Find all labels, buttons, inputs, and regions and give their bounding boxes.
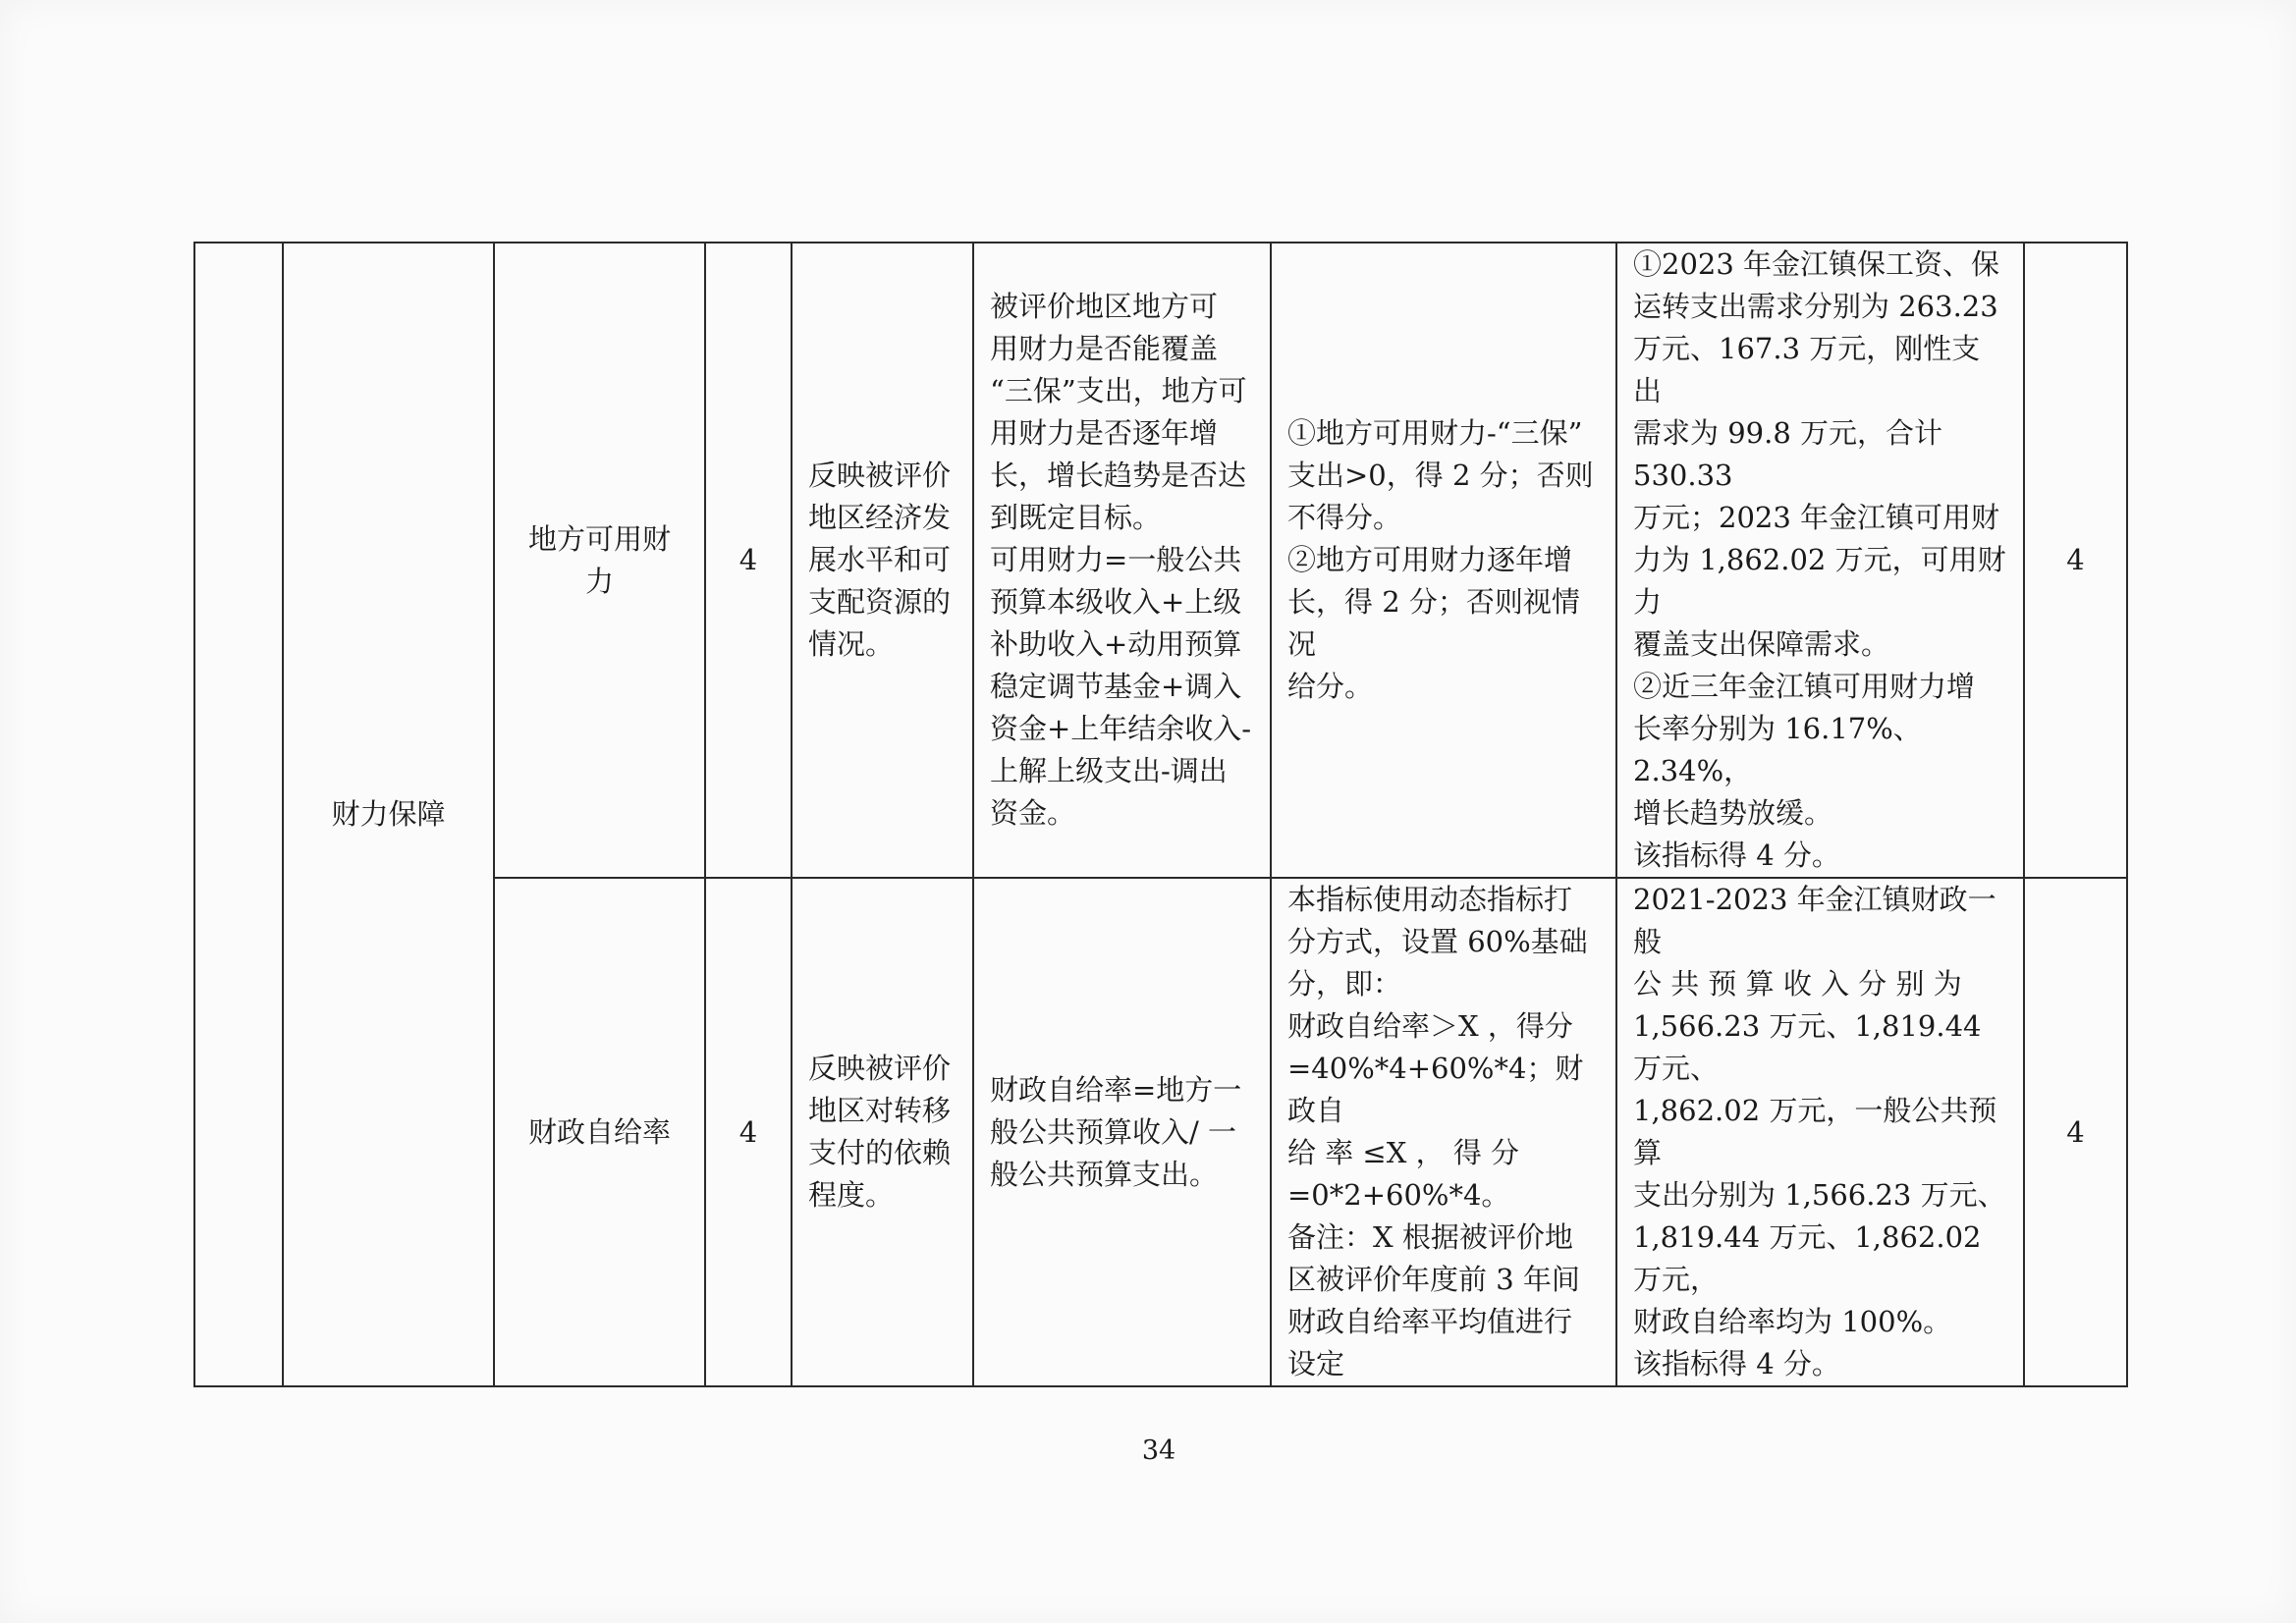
purpose-line: 反映被评价: [808, 1052, 952, 1085]
evidence-line: 1,862.02 万元，一般公共预算: [1633, 1094, 1997, 1169]
evidence-line: 万元；2023 年金江镇可用财: [1633, 501, 2000, 534]
explanation-line: 稳定调节基金+调入: [990, 670, 1242, 703]
purpose-line: 支配资源的: [808, 585, 952, 619]
criteria-line: 给分。: [1287, 670, 1374, 703]
purpose-line: 地区对转移: [808, 1094, 952, 1127]
purpose-line: 展水平和可: [808, 543, 952, 576]
evidence-line: ②近三年金江镇可用财力增: [1633, 670, 1976, 703]
category-label: 财力保障: [331, 797, 446, 831]
evidence-line: 财政自给率均为 100%。: [1633, 1305, 1952, 1338]
evidence-line: 运转支出需求分别为 263.23: [1633, 290, 1998, 323]
explanation-line: 用财力是否能覆盖: [990, 332, 1219, 365]
explanation-cell: [973, 878, 1271, 1386]
evidence-cell: [1616, 243, 2024, 878]
table-row: [194, 243, 2127, 878]
indicator-name-cell: [494, 878, 705, 1386]
explanation-line: 资金+上年结余收入-: [990, 712, 1252, 745]
criteria-line: 财政自给率平均值进行: [1287, 1305, 1573, 1338]
weight-cell: [705, 243, 792, 878]
evidence-line: 覆盖支出保障需求。: [1633, 627, 1890, 661]
indicator-name-line: 财政自给率: [527, 1114, 671, 1149]
weight-cell: [705, 878, 792, 1386]
score-cell: [2024, 878, 2127, 1386]
criteria-line: ①地方可用财力-“三保”: [1287, 416, 1583, 450]
score-value: 4: [2066, 543, 2085, 576]
criteria-line: 分，即：: [1287, 967, 1402, 1001]
explanation-line: “三保”支出，地方可: [990, 374, 1247, 407]
criteria-line: 财政自给率＞X ，得分: [1287, 1009, 1573, 1043]
weight-value: 4: [738, 1114, 758, 1149]
criteria-line: 长，得 2 分；否则视情况: [1287, 585, 1580, 661]
evidence-line: 需求为 99.8 万元，合计 530.33: [1633, 416, 1943, 492]
evidence-line: 万元、167.3 万元，刚性支出: [1633, 332, 1981, 407]
purpose-line: 地区经济发: [808, 501, 952, 534]
indicator-name-line: 力: [584, 564, 614, 598]
blank-category-cell: [194, 243, 283, 1386]
score-value: 4: [2066, 1114, 2085, 1149]
indicator-name-cell: [494, 243, 705, 878]
explanation-line: 般公共预算支出。: [990, 1157, 1219, 1191]
purpose-line: 反映被评价: [808, 459, 952, 492]
explanation-line: 上解上级支出-调出: [990, 754, 1228, 787]
purpose-cell: [792, 878, 973, 1386]
evidence-cell: [1616, 878, 2024, 1386]
indicator-name-line: 地方可用财: [527, 521, 671, 556]
criteria-cell: [1271, 878, 1616, 1386]
evidence-line: 2021-2023 年金江镇财政一般: [1633, 883, 1996, 958]
explanation-line: 长，增长趋势是否达: [990, 459, 1247, 492]
purpose-cell: [792, 243, 973, 878]
criteria-line: 设定: [1287, 1347, 1345, 1380]
criteria-line: =0*2+60%*4。: [1287, 1178, 1510, 1212]
evidence-line: 公 共 预 算 收 入 分 别 为: [1633, 967, 1962, 1001]
explanation-line: 被评价地区地方可: [990, 290, 1219, 323]
evidence-line: 支出分别为 1,566.23 万元、: [1633, 1178, 2006, 1212]
evaluation-table: [193, 242, 2128, 1387]
score-cell: [2024, 243, 2127, 878]
criteria-line: ②地方可用财力逐年增: [1287, 543, 1573, 576]
criteria-line: 支出>0，得 2 分；否则: [1287, 459, 1594, 492]
page-number: 34: [1141, 1435, 1176, 1466]
evidence-line: 该指标得 4 分。: [1633, 839, 1840, 872]
criteria-line: =40%*4+60%*4；财政自: [1287, 1052, 1584, 1127]
explanation-line: 资金。: [990, 796, 1076, 830]
criteria-line: 区被评价年度前 3 年间: [1287, 1263, 1580, 1296]
evidence-line: ①2023 年金江镇保工资、保: [1633, 247, 2000, 281]
purpose-line: 程度。: [808, 1178, 895, 1212]
evidence-line: 1,566.23 万元、1,819.44 万元、: [1633, 1009, 1982, 1085]
explanation-line: 财政自给率=地方一: [990, 1072, 1242, 1107]
evidence-line: 长率分别为 16.17%、2.34%，: [1633, 712, 1922, 787]
evidence-line: 力为 1,862.02 万元，可用财力: [1633, 543, 2006, 619]
criteria-line: 备注：X 根据被评价地: [1287, 1220, 1573, 1254]
category-cell: [283, 243, 494, 1386]
explanation-line: 用财力是否逐年增: [990, 416, 1219, 450]
explanation-line: 预算本级收入+上级: [990, 585, 1242, 619]
criteria-cell: [1271, 243, 1616, 878]
explanation-cell: [973, 243, 1271, 878]
explanation-line: 般公共预算收入/ 一: [990, 1114, 1236, 1149]
explanation-line: 可用财力=一般公共: [990, 543, 1242, 576]
evidence-line: 增长趋势放缓。: [1633, 796, 1833, 830]
weight-value: 4: [738, 543, 758, 576]
explanation-line: 补助收入+动用预算: [990, 627, 1242, 661]
criteria-line: 给 率 ≤X ， 得 分: [1287, 1136, 1520, 1169]
explanation-line: 到既定目标。: [990, 501, 1162, 534]
criteria-line: 分方式，设置 60%基础: [1287, 925, 1588, 958]
evidence-line: 该指标得 4 分。: [1633, 1347, 1840, 1380]
criteria-line: 本指标使用动态指标打: [1287, 883, 1573, 916]
purpose-line: 支付的依赖: [808, 1136, 952, 1169]
evidence-line: 1,819.44 万元、1,862.02 万元，: [1633, 1220, 1982, 1296]
purpose-line: 情况。: [808, 627, 895, 661]
criteria-line: 不得分。: [1287, 501, 1402, 534]
